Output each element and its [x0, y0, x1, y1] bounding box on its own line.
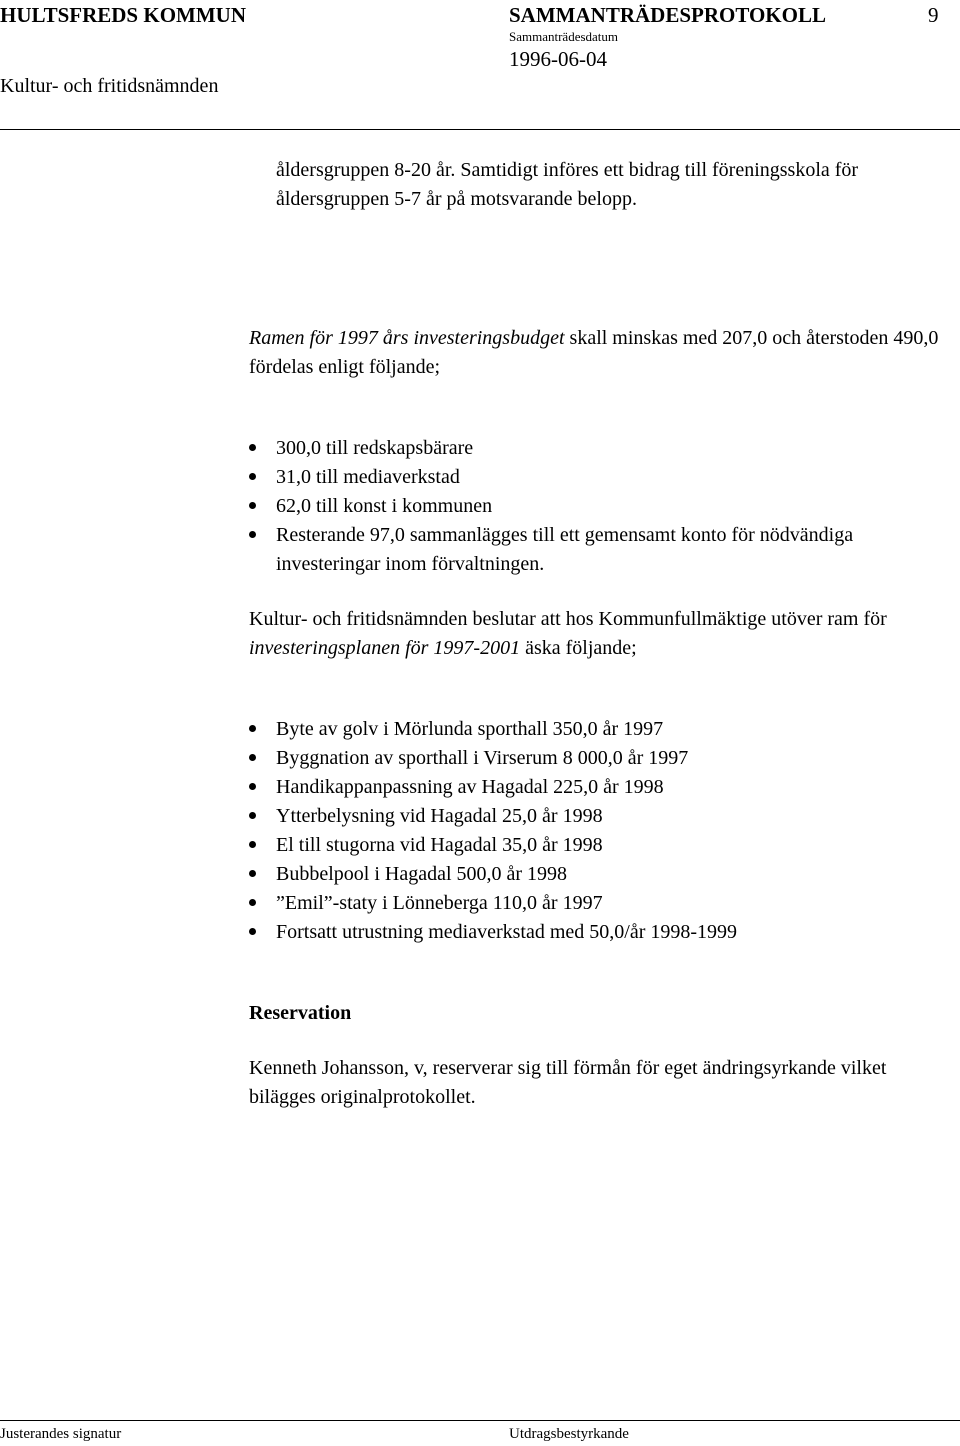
meeting-date: 1996-06-04: [509, 47, 607, 71]
header-divider: [0, 129, 960, 130]
list-item: Byte av golv i Mörlunda sporthall 350,0 år 1997: [249, 715, 954, 744]
reservation-text: Kenneth Johansson, v, reserverar sig till förmån för eget ändringsyrkande vilket bilägges originalprotokollet.: [249, 1057, 887, 1108]
budget-paragraph: [249, 324, 954, 382]
certification-label: Utdragsbestyrkande: [509, 1426, 629, 1442]
signature-label: Justerandes signatur: [0, 1426, 122, 1442]
list-item: 31,0 till mediaverkstad: [249, 463, 954, 492]
decision-paragraph-italic: investeringsplanen för 1997-2001: [249, 637, 521, 659]
committee-name: Kultur- och fritidsnämnden: [0, 75, 219, 97]
list-item: 62,0 till konst i kommunen: [249, 492, 954, 521]
continuation-line: åldersgruppen 5-7 år på motsvarande belopp.: [276, 188, 637, 210]
list-item: Byggnation av sporthall i Virserum 8 000,0 år 1997: [249, 744, 954, 773]
date-label: Sammanträdesdatum: [509, 29, 619, 44]
list-item: El till stugorna vid Hagadal 35,0 år 1998: [249, 831, 954, 860]
list-item: Handikappanpassning av Hagadal 225,0 år 1998: [249, 773, 954, 802]
list-item: Resterande 97,0 sammanlägges till ett gemensamt konto för nödvändiga investeringar inom förvaltningen.: [249, 521, 954, 579]
list-item: 300,0 till redskapsbärare: [249, 434, 954, 463]
document-body: [249, 156, 954, 1112]
document-type: SAMMANTRÄDESPROTOKOLL: [509, 3, 826, 27]
budget-paragraph-italic: Ramen för 1997 års investeringsbudget: [249, 327, 565, 349]
list-item: Fortsatt utrustning mediaverkstad med 50,0/år 1998-1999: [249, 918, 954, 947]
footer-divider: [0, 1420, 960, 1421]
reservation-heading: Reservation: [249, 1002, 352, 1024]
organisation-name: HULTSFREDS KOMMUN: [0, 3, 247, 27]
decision-paragraph: [249, 605, 954, 663]
list-item: ”Emil”-staty i Lönneberga 110,0 år 1997: [249, 889, 954, 918]
continuation-line: åldersgruppen 8-20 år. Samtidigt införes ett bidrag till föreningsskola för: [276, 159, 859, 181]
decision-paragraph-end: äska följande;: [520, 637, 637, 659]
list-item: Bubbelpool i Hagadal 500,0 år 1998: [249, 860, 954, 889]
list-item: Ytterbelysning vid Hagadal 25,0 år 1998: [249, 802, 954, 831]
page-number: 9: [928, 3, 939, 27]
budget-paragraph-text: skall minskas med 207,0 och återstoden 490,0 fördelas enligt följande;: [249, 327, 939, 378]
allocation-list: [249, 434, 954, 579]
decision-paragraph-text: Kultur- och fritidsnämnden beslutar att hos Kommunfullmäktige utöver ram för: [249, 608, 887, 630]
request-list: [249, 715, 954, 947]
